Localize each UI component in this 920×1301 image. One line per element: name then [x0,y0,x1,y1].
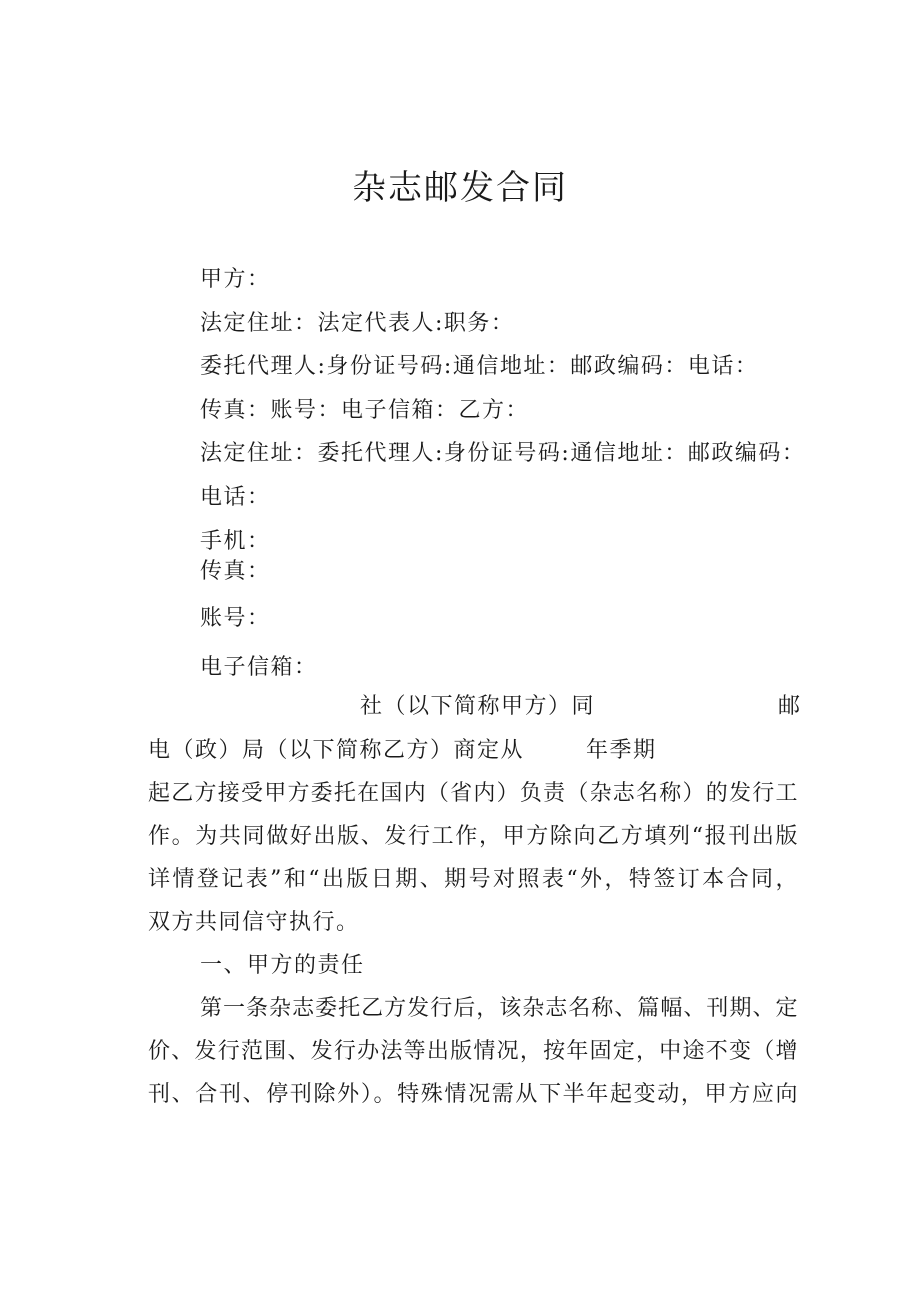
intro-line-6: 双方共同信守执行。 [148,910,360,935]
intro-line-2-end: 年季期 [586,738,657,763]
party-b-phone-line: 电话： [200,485,271,510]
party-a-agent-line: 委托代理人:身份证号码:通信地址：邮政编码：电话： [200,354,759,379]
party-b-mobile-line: 手机： [200,529,271,554]
intro-line-1: 社（以下简称甲方）同 [360,694,596,719]
party-b-account-line: 账号： [200,606,271,631]
intro-line-3: 起乙方接受甲方委托在国内（省内）负责（杂志名称）的发行工 [148,781,798,806]
document-title: 杂志邮发合同 [352,168,568,208]
section-heading: 一、甲方的责任 [200,953,365,978]
party-a-address-line: 法定住址：法定代表人:职务： [200,311,515,336]
article-1-line-2: 价、发行范围、发行办法等出版情况，按年固定，中途不变（增 [148,1039,798,1064]
party-b-email-line: 电子信箱： [200,655,318,680]
intro-line-1-end: 邮 [778,694,802,719]
article-1-line-3: 刊、合刊、停刊除外）。特殊情况需从下半年起变动，甲方应向 [148,1082,798,1107]
party-a-fax-line: 传真：账号：电子信箱：乙方： [200,398,530,423]
party-b-fax-line: 传真： [200,559,271,584]
party-b-address-line: 法定住址：委托代理人:身份证号码:通信地址：邮政编码： [200,441,806,466]
article-1-line-1: 第一条杂志委托乙方发行后，该杂志名称、篇幅、刊期、定 [200,996,798,1021]
intro-line-4: 作。为共同做好出版、发行工作，甲方除向乙方填列“报刊出版 [148,824,798,849]
intro-line-5: 详情登记表”和“出版日期、期号对照表“外，特签订本合同， [148,867,798,892]
intro-line-2: 电（政）局（以下简称乙方）商定从 [148,738,525,763]
party-a-label: 甲方： [200,267,271,292]
